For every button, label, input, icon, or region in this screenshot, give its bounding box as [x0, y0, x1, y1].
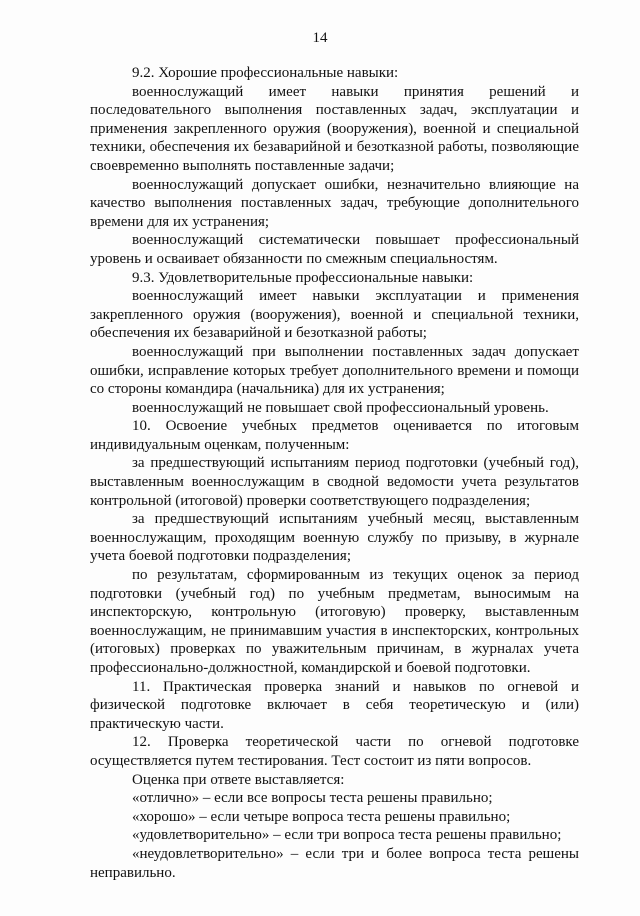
paragraph: за предшествующий испытаниям период подготовки (учебный год), выставленным военнослужащим в сводной ведомости учета результатов контрольной (итоговой) проверки соответствующего подразделения; [90, 455, 579, 509]
paragraph: военнослужащий имеет навыки эксплуатации и применения закрепленного оружия (вооружения), военной и специальной техники, обеспечения их безаварийной и безотказной работы; [90, 288, 579, 342]
paragraph: «хорошо» – если четыре вопроса теста решены правильно; [132, 808, 511, 825]
paragraph: 11. Практическая проверка знаний и навыков по огневой и физической подготовке включает в себя теоретическую и (или) практическую части. [90, 678, 579, 732]
paragraph: 9.2. Хорошие профессиональные навыки: [132, 65, 399, 81]
paragraph: военнослужащий при выполнении поставленных задач допускает ошибки, исправление которых требует дополнительного времени и помощи со стороны командира (начальника) для их устранения; [90, 343, 579, 398]
paragraph: Оценка при ответе выставляется: [132, 771, 345, 788]
paragraph: военнослужащий систематически повышает профессиональный уровень и осваивает обязанности по смежным специальностям. [90, 232, 579, 267]
paragraph: «удовлетворительно» – если три вопроса теста решены правильно; [132, 827, 562, 844]
paragraph: «неудовлетворительно» – если три и более вопроса теста решены неправильно. [90, 845, 579, 881]
paragraph: по результатам, сформированным из текущих оценок за период подготовки (учебный год) по учебным предметам, выносимым на инспекторскую, контрольную (итоговую) проверку, выставленным военнослужащим, не принимавшим участия в инспекторских, контрольных (итоговых) проверках по уважительным причинам, в журналах учета профессионально-должностной, командирской и боевой подготовки. [90, 567, 579, 676]
paragraph: за предшествующий испытаниям учебный месяц, выставленным военнослужащим, проходящим военную службу по призыву, в журнале учета боевой подготовки подразделения; [90, 511, 579, 565]
paragraph: военнослужащий имеет навыки принятия решений и последовательного выполнения поставленных задач, эксплуатации и применения закрепленного оружия (вооружения), военной и специальной техники, обеспечения их безаварийной и безотказной работы, позволяющие своевременно выполнять поставленные задачи; [90, 83, 579, 174]
paragraph: военнослужащий допускает ошибки, незначительно влияющие на качество выполнения поставленных задач, требующие дополнительного времени для их устранения; [90, 176, 579, 230]
paragraph: 12. Проверка теоретической части по огневой подготовке осуществляется путем тестирования. Тест состоит из пяти вопросов. [90, 734, 579, 769]
body-text [90, 64, 579, 882]
paragraph: «отлично» – если все вопросы теста решены правильно; [132, 790, 493, 807]
paragraph: 10. Освоение учебных предметов оценивается по итоговым индивидуальным оценкам, полученным: [90, 418, 579, 453]
paragraph: военнослужащий не повышает свой профессиональный уровень. [132, 399, 549, 416]
page-number: 14 [312, 30, 328, 46]
paragraph: 9.3. Удовлетворительные профессиональные навыки: [132, 269, 474, 286]
